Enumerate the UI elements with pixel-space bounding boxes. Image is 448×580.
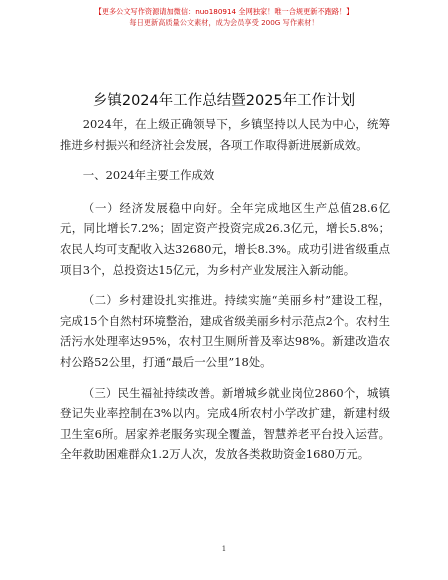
economy-paragraph: （一）经济发展稳中向好。全年完成地区生产总值28.6亿元，同比增长7.2%；固定资产投资完成26.3亿元，增长5.8%；农民人均可支配收入达32680元，增长8.3%。成功引进省级重点项目3个，总投资达15亿元，为乡村产业发展注入新动能。 [60, 200, 390, 277]
promo-banner-line2: 每日更新高质量公文素材，成为会员享受 200G 写作素材！ [129, 18, 319, 27]
promo-banner [0, 6, 448, 28]
livelihood-paragraph: （三）民生福祉持续改善。新增城乡就业岗位2860个，城镇登记失业率控制在3%以内。完成4所农村小学改扩建，新建村级卫生室6所。居家养老服务实现全覆盖，智慧养老平台投入运营。全年救助困难群众1.2万人次，发放各类救助资金1680万元。 [60, 385, 390, 462]
section-heading: 一、2024年主要工作成效 [82, 168, 215, 183]
intro-paragraph: 2024年，在上级正确领导下，乡镇坚持以人民为中心，统筹推进乡村振兴和经济社会发展，各项工作取得新进展新成效。 [60, 117, 390, 152]
document-title: 乡镇2024年工作总结暨2025年工作计划 [92, 93, 356, 109]
page-number: 1 [221, 545, 227, 553]
document-body [60, 114, 390, 475]
promo-banner-line1: 【更多公文写作资源请加微信：nuo180914 全网独家！唯一合规更新不跑路！】 [94, 7, 354, 16]
rural-construction-paragraph: （二）乡村建设扎实推进。持续实施“美丽乡村”建设工程，完成15个自然村环境整治，建成省级美丽乡村示范点2个。农村生活污水处理率达95%，农村卫生厕所普及率达98%。新建改造农村公路52公里，打通“最后一公里”18处。 [60, 293, 390, 369]
